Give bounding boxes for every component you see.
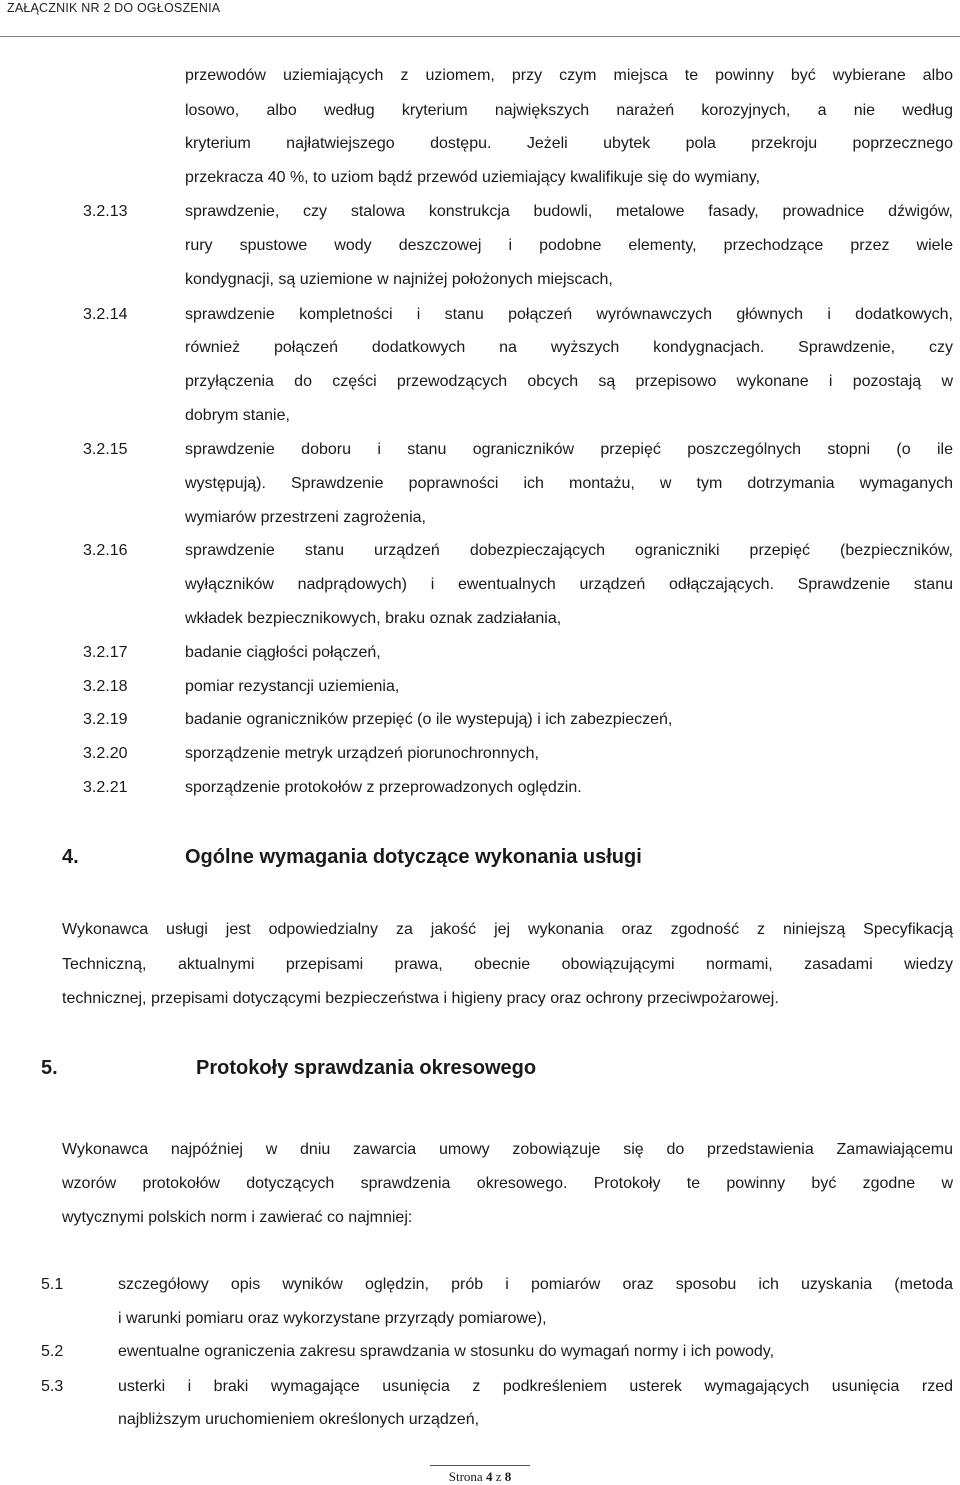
item-line: sporządzenie protokołów z przeprowadzonych oględzin. [185, 779, 582, 796]
page-footer [0, 1469, 960, 1485]
item-line: również połączeń dodatkowych na wyższych kondygnacjach. Sprawdzenie, czy [185, 339, 953, 356]
item-line: sprawdzenie kompletności i stanu połączeń wyrównawczych głównych i dodatkowych, [185, 306, 953, 323]
paragraph-line: technicznej, przepisami dotyczącymi bezpieczeństwa i higieny pracy oraz ochrony przeciwpożarowej. [62, 990, 779, 1007]
item-line: wyłączników nadprądowych) i ewentualnych urządzeń odłączających. Sprawdzenie stanu [185, 576, 953, 593]
item-number: 3.2.17 [83, 644, 128, 661]
item-line: sprawdzenie, czy stalowa konstrukcja budowli, metalowe fasady, prowadnice dźwigów, [185, 203, 953, 220]
section-title: Ogólne wymagania dotyczące wykonania usługi [185, 846, 642, 868]
item-line: szczegółowy opis wyników oględzin, prób i pomiarów oraz sposobu ich uzyskania (metoda [118, 1276, 953, 1293]
paragraph-line: Wykonawca najpóźniej w dniu zawarcia umowy zobowiązuje się do przedstawienia Zamawiającemu [62, 1141, 953, 1158]
item-line: przewodów uziemiających z uziomem, przy czym miejsca te powinny być wybierane albo [185, 67, 953, 84]
item-number: 5.2 [41, 1343, 64, 1360]
item-number: 5.3 [41, 1378, 64, 1395]
paragraph-line: Wykonawca usługi jest odpowiedzialny za jakość jej wykonania oraz zgodność z niniejszą Specyfikacją [62, 921, 953, 938]
paragraph-line: wzorów protokołów dotyczących sprawdzenia okresowego. Protokoły te powinny być zgodne w [62, 1175, 953, 1192]
footer-divider [430, 1465, 530, 1466]
footer-prefix: Strona [448, 1469, 483, 1484]
item-line: ewentualne ograniczenia zakresu sprawdzania w stosunku do wymagań normy i ich powody, [118, 1343, 775, 1360]
item-line: sprawdzenie stanu urządzeń dobezpieczających ograniczniki przepięć (bezpieczników, [185, 542, 953, 559]
section-number: 5. [41, 1057, 58, 1079]
item-line: kryterium najłatwiejszego dostępu. Jeżeli ubytek pola przekroju poprzecznego [185, 135, 953, 152]
item-line: sporządzenie metryk urządzeń piorunochronnych, [185, 745, 539, 762]
paragraph-line: Techniczną, aktualnymi przepisami prawa, obecnie obowiązującymi normami, zasadami wiedzy [62, 956, 953, 973]
paragraph-line: wytycznymi polskich norm i zawierać co najmniej: [62, 1209, 413, 1226]
item-line: i warunki pomiaru oraz wykorzystane przyrządy pomiarowe), [118, 1310, 547, 1327]
footer-page-number: 4 [485, 1469, 493, 1484]
item-line: wymiarów przestrzeni zagrożenia, [185, 509, 426, 526]
item-number: 3.2.13 [83, 203, 128, 220]
item-line: przekracza 40 %, to uziom bądź przewód uziemiający kwalifikuje się do wymiany, [185, 169, 761, 186]
document-header: ZAŁĄCZNIK NR 2 DO OGŁOSZENIA [7, 1, 221, 15]
item-line: usterki i braki wymagające usunięcia z podkreśleniem usterek wymagających usunięcia rzed [118, 1378, 953, 1395]
section-number: 4. [62, 846, 79, 868]
item-number: 3.2.16 [83, 542, 128, 559]
footer-separator: z [495, 1469, 502, 1484]
item-line: badanie ciągłości połączeń, [185, 644, 381, 661]
item-number: 3.2.14 [83, 306, 128, 323]
item-number: 5.1 [41, 1276, 64, 1293]
section-title: Protokoły sprawdzania okresowego [196, 1057, 537, 1079]
item-line: występują). Sprawdzenie poprawności ich montażu, w tym dotrzymania wymaganych [185, 475, 953, 492]
item-line: sprawdzenie doboru i stanu ograniczników przepięć poszczególnych stopni (o ile [185, 441, 953, 458]
item-line: przyłączenia do części przewodzących obcych są przepisowo wykonane i pozostają w [185, 373, 953, 390]
item-line: badanie ograniczników przepięć (o ile wystepują) i ich zabezpieczeń, [185, 711, 673, 728]
item-line: rury spustowe wody deszczowej i podobne elementy, przechodzące przez wiele [185, 237, 953, 254]
item-number: 3.2.19 [83, 711, 128, 728]
item-number: 3.2.21 [83, 779, 128, 796]
item-number: 3.2.18 [83, 678, 128, 695]
item-line: kondygnacji, są uziemione w najniżej położonych miejscach, [185, 271, 613, 288]
footer-page-total: 8 [504, 1469, 512, 1484]
item-line: losowo, albo według kryterium największych narażeń korozyjnych, a nie według [185, 102, 953, 119]
item-line: najbliższym uruchomieniem określonych urządzeń, [118, 1411, 480, 1428]
item-number: 3.2.15 [83, 441, 128, 458]
item-line: pomiar rezystancji uziemienia, [185, 678, 400, 695]
item-line: wkładek bezpiecznikowych, braku oznak zadziałania, [185, 610, 562, 627]
item-number: 3.2.20 [83, 745, 128, 762]
header-divider [0, 36, 960, 37]
item-line: dobrym stanie, [185, 407, 290, 424]
